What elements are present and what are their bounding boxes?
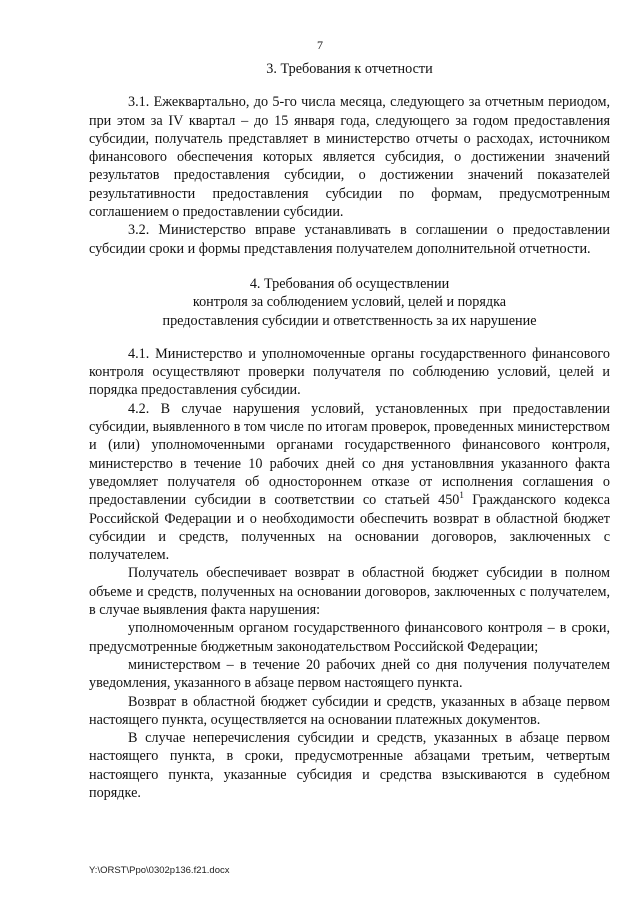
paragraph-return-obligation: Получатель обеспечивает возврат в областной бюджет субсидии в полном объеме и средств, полученных на основании договоров, заключенных с получателем, в случае выявления факта нарушения: [89,565,610,619]
section-4-title-line-3: предоставления субсидии и ответственность за их нарушение [162,312,537,329]
paragraph-3-1: 3.1. Ежеквартально, до 5-го числа месяца, следующего за отчетным периодом, при этом за IV квартал – до 15 января года, следующего за годом предоставления субсидии, получатель представляет в министерство отчеты о расходах, источником финансового обеспечения которых является субсидия, о достижении значений результатов предоставления субсидии, о достижении значений показателей результативности предоставления субсидии по формам, предусмотренным соглашением о предоставлении субсидии. [89,94,610,221]
paragraph-4-2-part-1: 4.2. В случае нарушения условий, установленных при предоставлении субсидии, выявленного в том числе по итогам проверок, проведенных министерством и (или) уполномоченными органами государственного финансового контроля, министерство в течение 10 рабочих дней со дня установлвния указанного факта уведомляет получателя об одностороннем отказе от исполнения соглашения о предоставлении субсидии в соответствии со статьей 450 [89,400,610,509]
page-number: 7 [317,38,323,52]
paragraph-4-2-part-2: Гражданского кодекса Российской Федерации и о необходимости обеспечить возврат в областной бюджет субсидии и средств, полученных на основании договоров, заключенных с получателем. [89,492,610,564]
section-4-title-line-1: 4. Требования об осуществлении [249,275,450,292]
article-superscript: 1 [459,490,464,501]
document-body [89,58,610,802]
paragraph-court-recovery: В случае неперечисления субсидии и средств, указанных в абзаце первом настоящего пункта, в сроки, предусмотренные абзацами третьим, четвертым настоящего пункта, указанные субсидия и средства взыскиваются в судебном порядке. [89,730,610,801]
paragraph-control-authority: уполномоченным органом государственного финансового контроля – в сроки, предусмотренные бюджетным законодательством Российской Федерации; [89,620,610,655]
footer-file-path: Y:\ORST\Ppo\0302p136.f21.docx [89,865,230,876]
paragraph-return-basis: Возврат в областной бюджет субсидии и средств, указанных в абзаце первом настоящего пункта, осуществляется на основании платежных документов. [89,693,610,728]
paragraph-4-1: 4.1. Министерство и уполномоченные органы государственного финансового контроля осуществляют проверки получателя по соблюдению условий, целей и порядка предоставления субсидии. [89,345,610,399]
paragraph-ministry: министерством – в течение 20 рабочих дней со дня получения получателем уведомления, указанного в абзаце первом настоящего пункта. [89,656,610,692]
paragraph-3-2: 3.2. Министерство вправе устанавливать в соглашении о предоставлении субсидии сроки и формы представления получателем дополнительной отчетности. [89,222,610,257]
section-4-title-line-2: контроля за соблюдением условий, целей и порядка [192,294,507,311]
section-4-title [89,275,610,330]
paragraph-4-2 [89,400,610,565]
section-3-title: 3. Требования к отчетности [266,61,433,77]
